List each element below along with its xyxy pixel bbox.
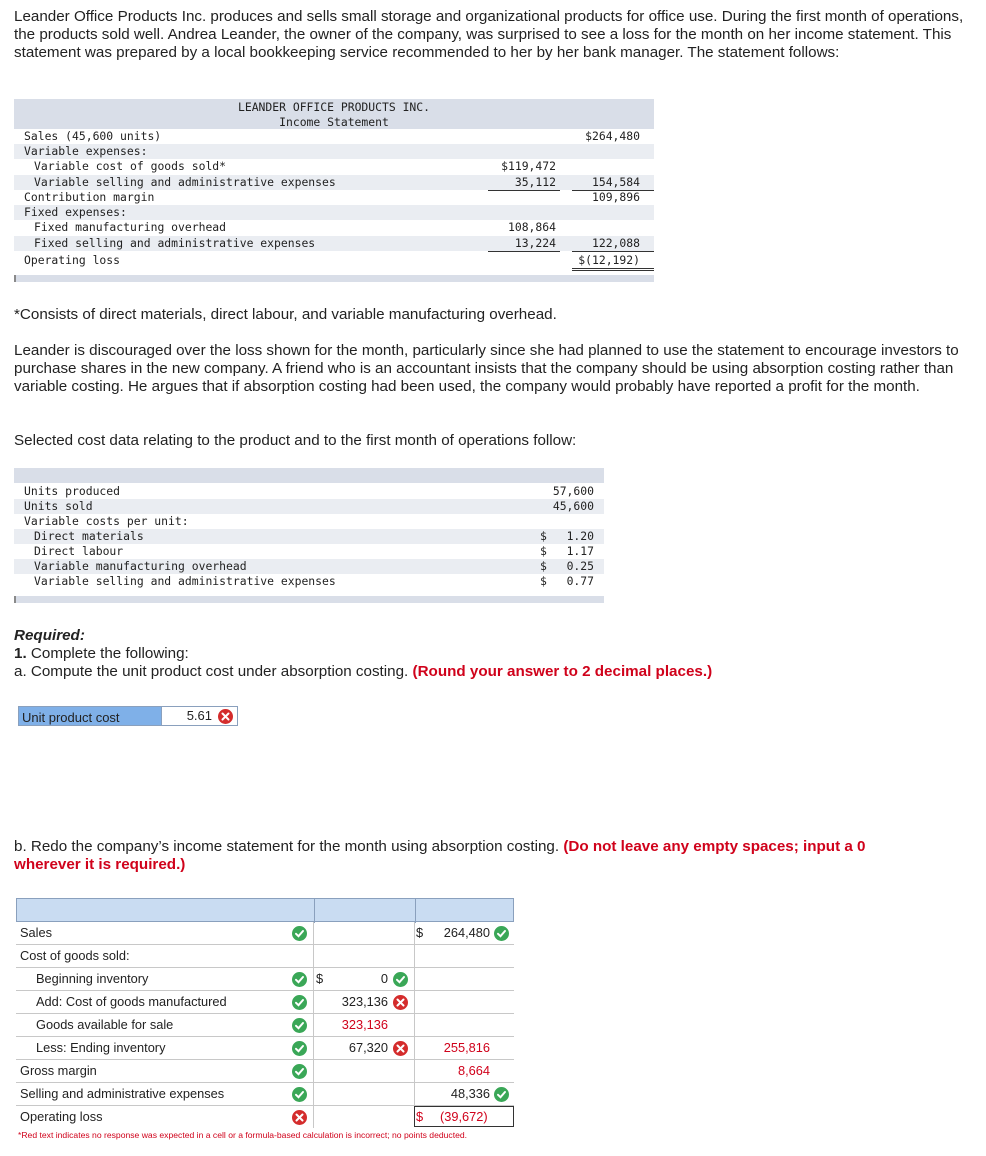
underline <box>572 190 654 191</box>
grid-sep <box>313 1060 314 1082</box>
cost-row: Units sold 45,600 <box>14 499 604 514</box>
grid-sep <box>313 1106 314 1128</box>
statement-row: Variable expenses: <box>14 144 654 159</box>
grid-footnote: *Red text indicates no response was expected in a cell or a formula-based calculation is incorrect; no points deducted. <box>18 1130 468 1140</box>
unit-product-cost-row <box>18 706 238 728</box>
incorrect-icon <box>218 709 233 724</box>
discussion-paragraph: Leander is discouraged over the loss shown for the month, particularly since she had planned to use the statement to encourage investors to purchase shares in the new company. A friend who is an accountant insists that the company should be using absorption costing rather than variable costing. He argues that if absorption costing had been used, the company would probably have reported a profit for the month. <box>14 342 959 395</box>
grid-sep <box>414 1037 415 1059</box>
correct-icon <box>292 926 307 941</box>
footnote-star: *Consists of direct materials, direct labour, and variable manufacturing overhead. <box>14 306 557 323</box>
statement-row: Fixed expenses: <box>14 205 654 220</box>
required-b-note: (Do not leave any empty spaces; input a 0 wherever it is required.) <box>14 838 866 873</box>
income-statement-table <box>14 99 654 282</box>
cost-data-intro: Selected cost data relating to the product and to the first month of operations follow: <box>14 432 577 449</box>
grid-row-ending-inventory: Less: Ending inventory 67,320 255,816 <box>16 1037 514 1060</box>
underline <box>488 190 560 191</box>
grid-row-beginning-inventory: Beginning inventory $ 0 <box>16 968 514 991</box>
required-b-text: b. Redo the company’s income statement for the month using absorption costing. <box>14 838 560 855</box>
correct-icon <box>494 926 509 941</box>
grid-sep <box>313 945 314 967</box>
cost-table-header <box>14 468 604 483</box>
goods-available-value: 323,136 <box>341 1017 388 1032</box>
cost-data-table <box>14 468 604 603</box>
grid-row-goods-available: Goods available for sale 323,136 <box>16 1014 514 1037</box>
grid-sep <box>414 968 415 990</box>
grid-row-cogm: Add: Cost of goods manufactured 323,136 <box>16 991 514 1014</box>
correct-icon <box>292 972 307 987</box>
statement-row: Variable cost of goods sold* $119,472 <box>34 159 556 173</box>
correct-icon <box>494 1087 509 1102</box>
correct-icon <box>292 1064 307 1079</box>
correct-icon <box>292 995 307 1010</box>
correct-icon <box>393 972 408 987</box>
incorrect-icon <box>292 1110 307 1125</box>
statement-row: Contribution margin 109,896 <box>24 190 640 204</box>
grid-row-operating-loss: Operating loss $ (39,672) <box>16 1106 514 1129</box>
intro-paragraph: Leander Office Products Inc. produces and sells small storage and organizational products for office use. During the first month of operations, the products sold well. Andrea Leander, the owner of the company, was surprised to see a loss for the month on her income statement. This statement was prepared by a local bookkeeping service recommended to her by her bank manager. The statement follows: <box>14 8 964 61</box>
selling-admin-value[interactable]: 48,336 <box>450 1086 490 1101</box>
grid-sep <box>313 1014 314 1036</box>
required-a <box>14 663 964 681</box>
required-a-note: (Round your answer to 2 decimal places.) <box>412 663 713 680</box>
statement-row: Operating loss $(12,192) <box>24 253 640 267</box>
cost-row: Direct materials $ 1.20 <box>14 529 604 544</box>
underline <box>572 268 654 269</box>
statement-row: Fixed selling and administrative expenses 13,224 122,088 <box>14 236 654 251</box>
required-b <box>14 838 914 874</box>
table-bottom-bar <box>14 596 604 603</box>
underline <box>572 251 654 252</box>
cogm-value[interactable]: 323,136 <box>341 994 388 1009</box>
statement-company: LEANDER OFFICE PRODUCTS INC. <box>237 100 431 114</box>
ending-inventory-value[interactable]: 67,320 <box>348 1040 388 1055</box>
grid-row-sales: Sales $ 264,480 <box>16 922 514 945</box>
cost-row: Units produced 57,600 <box>24 484 594 498</box>
cost-row: Variable manufacturing overhead $ 0.25 <box>14 559 604 574</box>
correct-icon <box>292 1087 307 1102</box>
grid-sep <box>414 1083 415 1105</box>
underline <box>572 270 654 271</box>
incorrect-icon <box>393 995 408 1010</box>
cost-row: Variable costs per unit: <box>24 514 189 528</box>
grid-sep <box>313 922 314 944</box>
incorrect-icon <box>393 1041 408 1056</box>
grid-sep <box>414 1060 415 1082</box>
grid-sep <box>313 991 314 1013</box>
correct-icon <box>292 1041 307 1056</box>
grid-sep <box>313 968 314 990</box>
grid-header <box>16 898 514 922</box>
statement-row: Fixed manufacturing overhead 108,864 <box>34 220 556 234</box>
underline <box>488 251 560 252</box>
cogs-total-value: 255,816 <box>443 1040 490 1055</box>
statement-title: Income Statement <box>279 115 389 129</box>
cost-row: Variable selling and administrative expenses $ 0.77 <box>34 574 594 588</box>
operating-loss-value: (39,672) <box>440 1109 488 1124</box>
grid-sep <box>313 1037 314 1059</box>
gross-margin-value: 8,664 <box>457 1063 490 1078</box>
grid-row-gross-margin: Gross margin 8,664 <box>16 1060 514 1083</box>
unit-product-cost-label: Unit product cost <box>18 706 162 726</box>
unit-product-cost-input[interactable] <box>162 706 238 726</box>
beginning-inventory-value[interactable]: 0 <box>380 971 388 986</box>
required-item-1-text: Complete the following: <box>30 645 189 662</box>
grid-sep <box>414 1014 415 1036</box>
grid-sep <box>313 1083 314 1105</box>
grid-header-sep <box>314 899 315 923</box>
statement-header <box>14 99 654 129</box>
required-item-1: 1. Complete the following: <box>14 645 189 662</box>
required-heading: Required: <box>14 627 85 644</box>
statement-row: Variable selling and administrative expenses 35,112 154,584 <box>14 175 654 190</box>
grid-row-selling-admin: Selling and administrative expenses 48,336 <box>16 1083 514 1106</box>
correct-icon <box>292 1018 307 1033</box>
grid-sep <box>414 922 415 944</box>
grid-sep <box>414 991 415 1013</box>
table-bottom-bar <box>14 275 654 282</box>
sales-value[interactable]: 264,480 <box>443 925 490 940</box>
cost-row: Direct labour $ 1.17 <box>34 544 594 558</box>
statement-row: Sales (45,600 units) $264,480 <box>24 129 640 143</box>
required-a-text: a. Compute the unit product cost under absorption costing. <box>14 663 409 680</box>
unit-product-cost-value: 5.61 <box>186 708 212 723</box>
grid-row-cogs: Cost of goods sold: <box>16 945 514 968</box>
grid-header-sep <box>415 899 416 923</box>
grid-sep <box>414 945 415 967</box>
